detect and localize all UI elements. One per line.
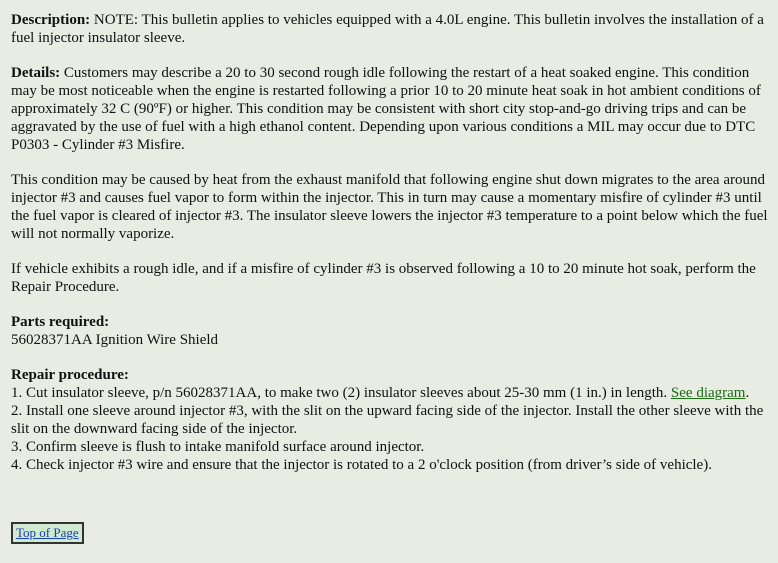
repair-section: [11, 366, 771, 474]
repair-step-1-text: 1. Cut insulator sleeve, p/n 56028371AA, to make two (2) insulator sleeves about 25-30 mm (1 in.) in length.: [11, 385, 671, 401]
repair-step-1-tail: .: [745, 385, 750, 401]
parts-label: Parts required:: [11, 314, 110, 330]
repair-step-2: 2. Install one sleeve around injector #3, with the slit on the upward facing side of the injector. Install the other sleeve with the slit on the downward facing side of the injector.: [11, 403, 764, 437]
details-paragraph: [11, 64, 771, 154]
repair-label: Repair procedure:: [11, 367, 129, 383]
parts-item: 56028371AA Ignition Wire Shield: [11, 332, 219, 348]
details-label: Details:: [11, 65, 61, 81]
description-label: Description:: [11, 12, 91, 28]
description-paragraph: [11, 11, 771, 47]
repair-step-1: [11, 384, 771, 402]
top-of-page-link[interactable]: Top of Page: [16, 525, 79, 540]
repair-step-3: 3. Confirm sleeve is flush to intake manifold surface around injector.: [11, 439, 425, 455]
bulletin-content: [11, 11, 771, 491]
top-of-page-box: [11, 522, 84, 544]
see-diagram-link[interactable]: See diagram: [670, 385, 746, 401]
description-text: NOTE: This bulletin applies to vehicles equipped with a 4.0L engine. This bulletin involves the installation of a fuel injector insulator sleeve.: [11, 12, 764, 46]
cause-paragraph: This condition may be caused by heat from the exhaust manifold that following engine shut down migrates to the area around injector #3 and causes fuel vapor to form within the injector. This in turn may cause a momentary misfire of cylinder #3 until the fuel vapor is cleared of injector #3. The insulator sleeve lowers the injector #3 temperature to a point below which the fuel will not normally vaporize.: [11, 172, 768, 242]
action-paragraph: If vehicle exhibits a rough idle, and if a misfire of cylinder #3 is observed following a 10 to 20 minute hot soak, perform the Repair Procedure.: [11, 261, 756, 295]
details-text: Customers may describe a 20 to 30 second rough idle following the restart of a heat soaked engine. This condition may be most noticeable when the engine is restarted following a prior 10 to 20 minute heat soak in hot ambient conditions of approximately 32 C (90ºF) or higher. This condition may be consistent with short city stop-and-go driving trips and can be aggravated by the use of fuel with a high ethanol content. Depending upon various conditions a MIL may occur due to DTC P0303 - Cylinder #3 Misfire.: [11, 65, 761, 153]
parts-section: [11, 313, 771, 349]
repair-step-4: 4. Check injector #3 wire and ensure that the injector is rotated to a 2 o'clock position (from driver’s side of vehicle).: [11, 457, 712, 473]
